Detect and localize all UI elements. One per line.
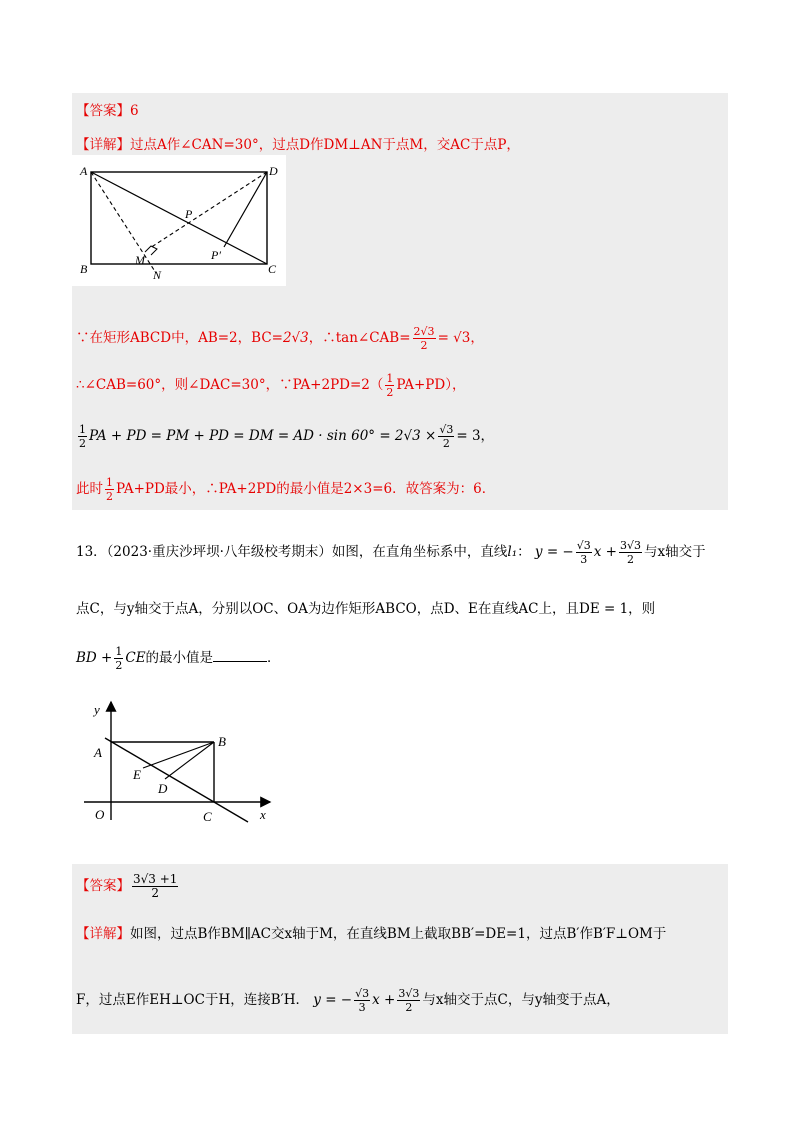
label-x: x bbox=[260, 807, 266, 822]
rectangle-figure bbox=[72, 155, 286, 286]
detail-text: 与x轴交于点C，与y轴变于点A， bbox=[422, 992, 620, 1008]
coordinate-figure bbox=[80, 698, 280, 828]
answer-value: 6 bbox=[130, 103, 139, 119]
answer-blank bbox=[213, 661, 267, 662]
label-y: y bbox=[94, 702, 100, 717]
figure-background bbox=[72, 155, 286, 286]
answer-line-2 bbox=[76, 873, 180, 900]
text-fragment: ，∴tan∠CAB= bbox=[308, 330, 411, 346]
fraction bbox=[114, 645, 123, 672]
text-fragment: 此时 bbox=[76, 481, 103, 497]
fraction-numerator: 3√3 bbox=[619, 539, 641, 552]
fraction bbox=[78, 423, 87, 450]
fraction-denominator: 2 bbox=[151, 886, 160, 900]
label-n: N bbox=[153, 268, 162, 282]
text-fragment: 与x轴交于 bbox=[644, 544, 706, 560]
fraction-numerator: 1 bbox=[79, 423, 86, 436]
question-text: 的最小值是 bbox=[145, 650, 214, 666]
label-d: D bbox=[158, 781, 168, 796]
solution-line-2 bbox=[76, 372, 465, 399]
fraction-numerator: 1 bbox=[386, 372, 394, 385]
fraction-numerator: √3 bbox=[576, 539, 591, 552]
question-13-line-1 bbox=[76, 539, 706, 566]
fraction bbox=[619, 539, 642, 566]
fraction-numerator: 1 bbox=[115, 645, 123, 658]
detail-text: 如图，过点B作BM∥AC交x轴于M，在直线BM上截取BB′=DE=1，过点B′作B′F⊥OM于 bbox=[130, 926, 667, 942]
label-b: B bbox=[218, 734, 226, 749]
fraction-denominator: 2 bbox=[405, 1001, 413, 1014]
label-o: O bbox=[95, 807, 105, 822]
fraction-denominator: 2 bbox=[115, 659, 123, 672]
label-a: A bbox=[80, 164, 88, 178]
text-fragment: ∴∠CAB=60°，则∠DAC=30°，∵PA+2PD=2（ bbox=[76, 377, 384, 393]
text-fragment: ∵在矩形ABCD中，AB=2，BC= bbox=[76, 330, 283, 346]
fraction-numerator: 2√3 bbox=[413, 325, 435, 338]
equation-text: y = − bbox=[534, 544, 574, 560]
fraction-numerator: 3√3 +1 bbox=[133, 872, 178, 886]
solution-line-4 bbox=[76, 476, 495, 503]
answer-label: 【答案】 bbox=[76, 878, 130, 894]
fraction-denominator: 2 bbox=[79, 437, 86, 450]
fraction bbox=[576, 539, 592, 566]
line-l1 bbox=[105, 738, 248, 822]
detail-label: 【详解】 bbox=[76, 137, 130, 153]
detail-line-2 bbox=[76, 922, 666, 942]
label-e: E bbox=[133, 767, 141, 782]
answer-fraction bbox=[132, 873, 178, 900]
label-a: A bbox=[94, 745, 102, 760]
label-c: C bbox=[268, 262, 277, 276]
line-name: l₁ bbox=[507, 544, 518, 560]
solution-line-3 bbox=[76, 423, 494, 450]
fraction-denominator: 2 bbox=[420, 339, 428, 352]
text-fragment: PA+PD）， bbox=[396, 377, 466, 393]
question-text: 点C，与y轴交于点A，分别以OC、OA为边作矩形ABCO，点D、E在直线AC上，且DE = 1，则 bbox=[76, 601, 656, 617]
fraction-denominator: 2 bbox=[442, 437, 450, 450]
fraction bbox=[397, 987, 420, 1014]
fraction-numerator: √3 bbox=[439, 423, 454, 436]
fraction-denominator: 3 bbox=[358, 1001, 366, 1014]
question-13-line-2 bbox=[76, 597, 655, 617]
label-c: C bbox=[203, 809, 212, 824]
text-fragment: PA+PD最小，∴PA+2PD的最小值是2×3=6．故答案为：6． bbox=[116, 481, 496, 497]
label-b: B bbox=[80, 262, 88, 276]
detail-text: F，过点E作EH⊥OC于H，连接B′H． bbox=[76, 992, 309, 1008]
detail-line bbox=[76, 133, 520, 153]
equation-text: y = − bbox=[313, 992, 353, 1008]
detail-text: 过点A作∠CAN=30°，过点D作DM⊥AN于点M，交AC于点P， bbox=[130, 137, 520, 153]
expression-text: BD + bbox=[76, 650, 113, 666]
detail-line-3 bbox=[76, 987, 620, 1014]
fraction-denominator: 3 bbox=[580, 553, 588, 566]
question-13-line-3 bbox=[76, 645, 281, 672]
equation-text: x + bbox=[372, 992, 396, 1008]
detail-label: 【详解】 bbox=[76, 926, 130, 942]
text-fragment: = √3， bbox=[437, 330, 484, 346]
fraction bbox=[438, 423, 454, 450]
equation-text: x + bbox=[593, 544, 617, 560]
fraction bbox=[385, 372, 394, 399]
answer-line bbox=[76, 99, 139, 119]
value-bc: 2√3 bbox=[282, 330, 309, 346]
fraction-numerator: 3√3 bbox=[398, 987, 420, 1000]
segment-be bbox=[143, 742, 214, 768]
equation-text: PA + PD = PM + PD = DM = AD · sin 60° = 2√3 × bbox=[89, 428, 437, 444]
text-fragment: ． bbox=[267, 650, 281, 666]
label-p-prime: P′ bbox=[211, 248, 221, 262]
text-fragment: = 3， bbox=[456, 428, 495, 444]
fraction-numerator: 1 bbox=[106, 476, 113, 489]
fraction-denominator: 2 bbox=[626, 553, 634, 566]
fraction bbox=[354, 987, 370, 1014]
label-d: D bbox=[269, 164, 278, 178]
fraction bbox=[105, 476, 114, 503]
fraction-numerator: √3 bbox=[355, 987, 370, 1000]
solution-line-1 bbox=[76, 325, 484, 352]
segment-bd bbox=[165, 742, 214, 779]
text-fragment: ： bbox=[517, 544, 531, 560]
fraction-denominator: 2 bbox=[106, 490, 113, 503]
answer-label: 【答案】 bbox=[76, 103, 130, 119]
fraction bbox=[413, 325, 436, 352]
label-p: P bbox=[185, 207, 193, 221]
fraction-denominator: 2 bbox=[386, 386, 394, 399]
expression-text: CE bbox=[125, 650, 146, 666]
label-m: M bbox=[135, 253, 145, 267]
question-text: 13．（2023·重庆沙坪坝·八年级校考期末）如图，在直角坐标系中，直线 bbox=[76, 544, 508, 560]
